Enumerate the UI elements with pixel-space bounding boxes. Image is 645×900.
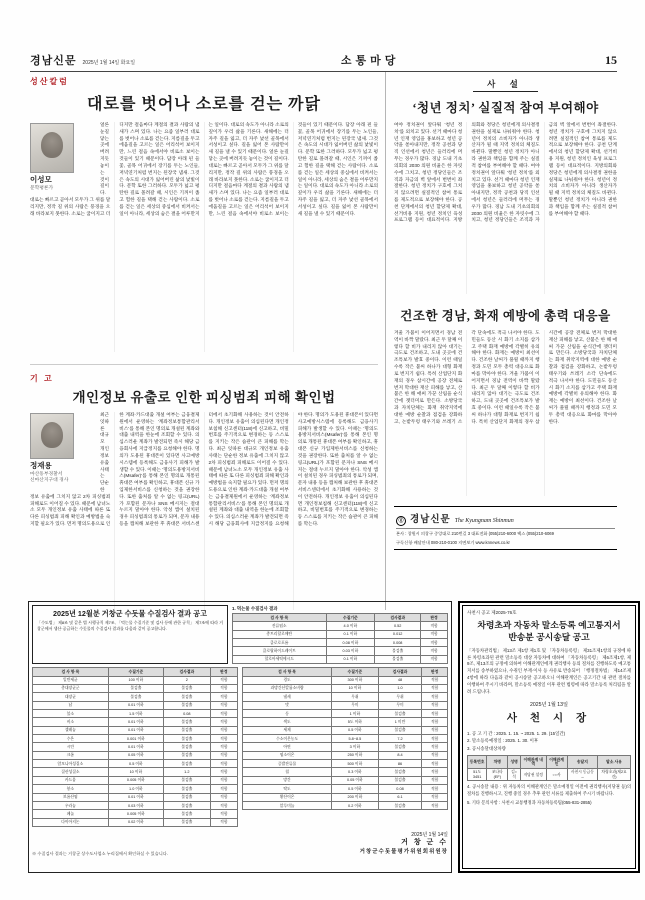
author-name: 정재용 <box>30 461 52 470</box>
editorial-column <box>386 72 617 610</box>
table-microbes-inorganics <box>32 667 238 827</box>
contribution-body <box>30 412 378 610</box>
ad-right-body: 「자동차관리법」 제13조 제1항 제1호 및 「자동차등록령」 제31조제1항의 규정에 따른 차령초과된 관련 말소등록 대상 자동차에 대하여 「자동차등록령」 제6조제1항, 제9조, 제13조의 규정에 의하여 이해관계인에게 권리행사 등의 절차를 진행하도록 예고통지서를 송부하였으나, 수취인 부재·이사 등 사유로 반송되어 「행정절차법」 제14조제4항에 따라 다음과 같이 공시송달 공고하오니 이해관계인은 공고기간 내 관련 절차를 이행하여 주시기 바라며, 말소등록 예정일 이후 관련 법령에 따라 말소등록 처리됨을 알려 드립니다. <box>467 647 631 694</box>
author-name: 이성모 <box>30 175 52 184</box>
ad-left-footer <box>32 831 448 857</box>
editorial2-body <box>394 330 617 496</box>
masthead-title: 경남신문 <box>30 55 77 67</box>
notice-item-4: 4. 공시송달 내용 : 위 자동차의 이해관계인은 말소예정일 이전에 권리행사(저당권 등)의 절차를 진행하시고, 진행 중일 경우 추후 관련 서류를 제출하여 주시기 바랍니다. <box>467 784 631 797</box>
newspaper-logo-en: The Kyungnam Shinmun <box>454 518 514 524</box>
data-table: 등록번호 차명 성명 이해관계 내역 이해관계인 송달지 말소 사유 51도3451 쏘나타(EF) 김○석 저당권 설정 ○○사 사천시 동금동 → 차령초과(제2요건) <box>467 755 631 781</box>
ad-vehicle-notice <box>458 601 640 873</box>
signature-name-1: 거 창 군 수 <box>401 838 448 846</box>
editorial2-headline: 건조한 경남, 화재 예방에 총력 대응을 <box>400 309 611 323</box>
bottom-ads-row <box>28 601 640 873</box>
seongsan-column-article <box>30 76 378 352</box>
newspaper-contact-box <box>394 506 617 550</box>
editorial2-body-text: 겨울 가뭄이 이어지면서 경남 전역이 바짝 말랐다. 최근 두 달째 이렇다 할 비가 내리지 않아 대기는 극도로 건조하고, 도내 곳곳에 건조특보가 발효 중이다. 이런 때일수록 작은 불씨 하나가 대형 화재로 번지기 쉽다. 특히 산업단지 화재의 경우 삽시간에 공장 전체로 번져 막대한 재산 피해를 낳고, 산불은 한 해 애써 가꾼 산림을 순식간에 잿더미로 만든다. 소방당국과 자치단체는 화재 취약지역에 대한 예방 순찰과 점검을 강화하고, 논밭두렁 태우기와 쓰레기 소각 단속에도 적극 나서야 한다. 도민들도 등산 시 화기 소지를 삼가고 주택 화재 예방에 각별히 유의해야 한다. 화재는 예방이 최선이다. 건조한 날씨가 풀릴 때까지 행정과 도민 모두 총력 대응으로 화마를 막아야 한다. 겨울 가뭄이 이어지면서 경남 전역이 바짝 말랐다. 최근 두 달째 이렇다 할 비가 내리지 않아 대기는 극도로 건조하고, 도내 곳곳에 건조특보가 발효 중이다. 이런 때일수록 작은 불씨 하나가 대형 화재로 번지기 쉽다. 특히 산업단지 화재의 경우 삽시간에 공장 전체로 번져 막대한 재산 피해를 낳고, 산불은 한 해 애써 가꾼 산림을 순식간에 잿더미로 만든다. 소방당국과 자치단체는 화재 취약지역에 대한 예방 순찰과 점검을 강화하고, 논밭두렁 태우기와 쓰레기 소각 단속에도 적극 나서야 한다. 도민들도 등산 시 화기 소지를 삼가고 주택 화재 예방에 각별히 유의해야 한다. 화재는 예방이 최선이다. 건조한 날씨가 풀릴 때까지 행정과 도민 모두 총력 대응으로 화마를 막아야 한다. <box>394 330 617 424</box>
data-table: 검 사 항 목 수질기준 검사결과 판정 경도 300 이하 48 적합 과망간산칼륨소비량 10 이하 1.0 적합 냄새 무취 무취 적합 맛 무미 무미 적합 동 1 이하 불검출 적합 색도 5도 이하 1 미만 적합 세제 0.5 이하 불검출 적합 수소이온농도 5.8~8.5 7.2 적합 아연 3 이하 불검출 적합 염소이온 250 이하 8.4 적합 증발잔류물 500 이하 86 적합 철 0.3 이하 불검출 적합 망간 0.05 이하 불검출 적합 탁도 0.5 이하 0.08 적합 황산이온 200 이하 6.1 적합 알루미늄 0.2 이하 불검출 적합 <box>242 667 448 810</box>
notice-item-1: 1. 공 고 기 간 : 2025. 1. 15. ~ 2025. 1. 29. (15일간) <box>467 730 566 736</box>
author-photo <box>30 413 74 459</box>
contribution-author-card <box>30 413 94 484</box>
contact-line-2: 구독신청·배달안내 080-210-0100 지면보기 www.knnews.co.kr <box>396 539 510 545</box>
signature-name-2: 거창군수돗물평가위원회위원장 <box>359 849 448 856</box>
ad-left-signature <box>360 831 448 857</box>
ad-right-title <box>467 620 631 644</box>
ad-right-title-line2: 반송분 공시송달 공고 <box>508 631 590 642</box>
newspaper-logo-kr: 경남신문 <box>410 514 451 525</box>
ad-water-quality-notice <box>28 601 452 873</box>
main-content <box>30 72 617 610</box>
notice-item-3: 3. 공시송달대상차량 <box>467 746 506 752</box>
table-target-vehicles <box>467 755 631 781</box>
editorial-label-wrap <box>394 74 617 92</box>
ad-right-title-line1: 차령초과 자동차 말소등록 예고통지서 <box>477 620 621 630</box>
ad-left-note: ※ 수질검사 결과는 거창군 상수도사업소 누리집에서 확인하실 수 있습니다. <box>32 850 169 856</box>
author-role: 문학평론가 <box>30 185 54 191</box>
ad-left-title-box <box>32 605 228 664</box>
issue-date: 2025년 1월 14일 화요일 <box>82 60 136 66</box>
masthead <box>30 52 135 68</box>
contribution-article <box>30 364 378 610</box>
ad-left-title: 2025년 12월분 거창군 수돗물 수질검사 결과 공고 <box>52 609 207 618</box>
ad-right-signature: 사 천 시 장 <box>506 711 592 724</box>
data-table: 검 사 항 목 수질기준 검사결과 판정 잔류염소 4.0 이하 0.52 적합 총트리할로메탄 0.1 이하 0.012 적합 클로로포름 0.08 이하 0.008 적합 클로랄하이드레이트 0.03 이하 불검출 적합 할로아세틱에시드 0.1 이하 불검출 적합 <box>232 613 448 664</box>
author-role: 신마산지구대 경사 <box>30 478 69 484</box>
signature-date: 2025년 1월 14일 <box>411 831 448 838</box>
ad-left-table-disinfect <box>232 605 448 664</box>
page-number: 15 <box>605 53 617 67</box>
editorial1-headline: ‘청년 정치’ 실질적 참여 부여해야 <box>412 101 599 115</box>
newspaper-logo-row <box>396 511 615 529</box>
contribution-label: 기 고 <box>30 374 54 383</box>
editorial1-body <box>394 122 617 294</box>
data-table: 검 사 항 목 수질기준 검사결과 판정 일반세균 100 이하 2 적합 총대장균군 불검출 불검출 적합 대장균 불검출 불검출 적합 납 0.01 이하 불검출 적합 불소 1.5 이하 0.08 적합 비소 0.01 이하 불검출 적합 셀레늄 0.01 이하 불검출 적합 수은 0.001 이하 불검출 적합 시안 0.01 이하 불검출 적합 크롬 0.05 이하 불검출 적합 암모니아성질소 0.5 이하 불검출 적합 질산성질소 10 이하 1.2 적합 카드뮴 0.005 이하 불검출 적합 붕소 1.0 이하 불검출 적합 브롬산염 0.01 이하 불검출 적합 우라늄 0.03 이하 불검출 적합 페놀 0.005 이하 불검출 적합 다이아지논 0.02 이하 불검출 적합 <box>32 667 238 827</box>
author-org: 마산동부경찰서 <box>30 471 63 477</box>
newspaper-logo-icon: ⓖ <box>396 516 406 526</box>
editorial1-body-text: 여야 정치권이 앞다퉈 ‘청년 정치’를 외치고 있다. 선거 때마다 청년 인재 영입을 홍보하고 청년 공약을 쏟아내지만, 정작 공천과 당직 인선에서 청년은 들러리에 머무는 경우가 많다. 경남 도내 기초의회의 2030 의원 비율은 한 자릿수에 그치고, 청년 정당인들은 조직과 자금의 벽 앞에서 번번이 좌절한다. 청년 정치가 구호에 그치지 않으려면 실질적인 참여 통로를 제도적으로 보장해야 한다. 공천 단계에서의 청년 할당제 확대, 선거비용 지원, 청년 정치인 육성 프로그램 등이 대표적이다. 지방의회와 정당은 청년에게 의사결정 권한을 실제로 나눠줘야 한다. 청년이 정치의 소비자가 아니라 생산자가 될 때 지역 정치의 체질도 바뀐다. 말뿐인 청년 정치가 아니라 권한과 책임을 함께 주는 실질적 참여를 부여해야 할 때다. 여야 정치권이 앞다퉈 ‘청년 정치’를 외치고 있다. 선거 때마다 청년 인재 영입을 홍보하고 청년 공약을 쏟아내지만, 정작 공천과 당직 인선에서 청년은 들러리에 머무는 경우가 많다. 경남 도내 기초의회의 2030 의원 비율은 한 자릿수에 그치고, 청년 정당인들은 조직과 자금의 벽 앞에서 번번이 좌절한다. 청년 정치가 구호에 그치지 않으려면 실질적인 참여 통로를 제도적으로 보장해야 한다. 공천 단계에서의 청년 할당제 확대, 선거비용 지원, 청년 정치인 육성 프로그램 등이 대표적이다. 지방의회와 정당은 청년에게 의사결정 권한을 실제로 나눠줘야 한다. 청년이 정치의 소비자가 아니라 생산자가 될 때 지역 정치의 체질도 바뀐다. 말뿐인 청년 정치가 아니라 권한과 책임을 함께 주는 실질적 참여를 부여해야 할 때다. <box>394 122 617 223</box>
ad-left-tables <box>32 667 448 827</box>
notice-item-5: 5. 기타 문의사항 : 사천시 교통행정과 자동차등록팀(055-831-2855) <box>467 799 592 805</box>
contribution-body-text: 최근 잇따른 대규모 개인정보 유출 사태는 단순한 정보 유출에 그치지 않고 2차 피싱범죄 피해로도 이어질 수 있다. 때문에 남녀노소 모두 개인정보 유출 사태에 따른 또 다른 피싱범죄 피해 확인과 예방법을 숙지할 필요가 있다. 먼저 명의도용으로 인한 계좌·카드대출 개설 여부는 금융결제원에서 운영하는 ‘계좌정보통합관리서비스’를 통해 본인 명의로 개설된 계좌와 대출 내역을 한눈에 조회할 수 있다. 의심스러운 계좌가 발견되면 즉시 해당 금융회사에 지급정지를 요청해야 한다. 명의가 도용된 휴대폰이 있다면 사고예방시스템에 등록해도 금융사기 피해가 발생할 수 있다. 이때는 ‘명의도용방지서비스(Msafer)’를 통해 본인 명의로 개통된 휴대폰 여부를 확인하고, 휴대폰 신규 가입제한서비스를 신청하는 것을 권장한다. 또한 출처를 알 수 없는 링크(URL)가 포함된 문자나 SNS 메시지는 절대 누르지 말아야 한다. 악성 앱이 설치된 경우 피싱범죄의 통로가 되며, 문자 내용 등을 캡처해 보관한 후 휴대폰 서비스센터에서 초기화해 사용하는 것이 안전하다. 개인정보 유출이 의심된다면 개인정보침해 신고센터(118)에 신고하고, 비밀번호를 주기적으로 변경하는 등 스스로를 지키는 작은 습관이 큰 피해를 막는다. 최근 잇따른 대규모 개인정보 유출 사태는 단순한 정보 유출에 그치지 않고 2차 피싱범죄 피해로도 이어질 수 있다. 때문에 남녀노소 모두 개인정보 유출 사태에 따른 또 다른 피싱범죄 피해 확인과 예방법을 숙지할 필요가 있다. 먼저 명의도용으로 인한 계좌·카드대출 개설 여부는 금융결제원에서 운영하는 ‘계좌정보통합관리서비스’를 통해 본인 명의로 개설된 계좌와 대출 내역을 한눈에 조회할 수 있다. 의심스러운 계좌가 발견되면 즉시 해당 금융회사에 지급정지를 요청해야 한다. 명의가 도용된 휴대폰이 있다면 사고예방시스템에 등록해도 금융사기 피해가 발생할 수 있다. 이때는 ‘명의도용방지서비스(Msafer)’를 통해 본인 명의로 개통된 휴대폰 여부를 확인하고, 휴대폰 신규 가입제한서비스를 신청하는 것을 권장한다. 또한 출처를 알 수 없는 링크(URL)가 포함된 문자나 SNS 메시지는 절대 누르지 말아야 한다. 악성 앱이 설치된 경우 피싱범죄의 통로가 되며, 문자 내용 등을 캡처해 보관한 후 휴대폰 서비스센터에서 초기화해 사용하는 것이 안전하다. 개인정보 유출이 의심된다면 개인정보침해 신고센터(118)에 신고하고, 비밀번호를 주기적으로 변경하는 등 스스로를 지키는 작은 습관이 큰 피해를 막는다. <box>30 412 378 526</box>
left-column <box>30 72 386 610</box>
notice-item-2: 2. 말소등록예정일 : 2025. 1. 30. 이후 <box>467 738 539 744</box>
ad-right-items <box>467 730 631 754</box>
column-headline: 대로를 벗어나 소로를 걷는 까닭 <box>87 96 321 113</box>
column-author-card <box>30 123 94 192</box>
table-aesthetic-substances <box>242 667 448 827</box>
author-photo <box>30 123 74 173</box>
contact-line-1: 본사 : 창원시 의창구 중앙대로 210번길 3 대표전화 (055)210-6000 팩스 (055)210-6069 <box>396 531 554 536</box>
ad-left-section-label: 1. 먹는물 수질검사 결과 <box>232 606 278 611</box>
page-header <box>30 53 617 72</box>
seongsan-column-label: 성산칼럼 <box>30 77 69 86</box>
section-title: 소통마당 <box>340 55 400 67</box>
ad-left-top <box>32 605 448 664</box>
ad-left-intro: 「수도법」 제8조 및 같은 법 시행규칙 제7조, 「먹는물 수질기준 및 검사 등에 관한 규칙」 제7조에 따라 거창군에서 생산·공급하는 수돗물의 수질검사 결과를 다음과 같이 공고합니다. <box>37 620 223 632</box>
contribution-headline: 개인정보 유출로 인한 피싱범죄 피해 확인법 <box>72 390 336 405</box>
column-body <box>30 122 378 352</box>
column-body-text: 얼른 눈길 닿는 곳에 버려지듯 놓이는 것이 길이다. 대로는 빠르고 곧아서 모두가 그 위를 달리지만, 정작 길 위의 사람은 풍경을 오래 바라보지 못한다. 소로는 굽이지고 더디지만 걸음마다 계절의 결과 사람의 냄새가 스며 있다. 나는 요즘 일부러 대로를 벗어나 소로를 걷는다. 지름길을 두고 에움길을 고르는 일은 어리석어 보이지만, 느린 걸음 속에서야 비로소 보이는 것들이 있기 때문이다. 담장 아래 핀 들꽃, 골목 어귀에서 장기를 두는 노인들, 저녁연기처럼 번지는 된장국 냄새. 그것은 속도의 시대가 잃어버린 삶의 낯빛이다. 문학 또한 그러하다. 모두가 넓고 평탄한 길로 몰려갈 때, 시인은 기꺼이 좁고 험한 길을 택해 걷는 사람이다. 소로를 걷는 일은 세상의 중심에서 비켜서는 일이 아니라, 세상의 숨은 결을 어루만지는 일이다. 대로의 속도가 아니라 소로의 깊이가 우리 삶을 기른다. 새해에는 더 자주 길을 잃고, 더 자주 낯선 골목에서 서성이고 싶다. 길을 잃어 본 사람만이 새 길을 낼 수 있기 때문이다. 얼른 눈길 닿는 곳에 버려지듯 놓이는 것이 길이다. 대로는 빠르고 곧아서 모두가 그 위를 달리지만, 정작 길 위의 사람은 풍경을 오래 바라보지 못한다. 소로는 굽이지고 더디지만 걸음마다 계절의 결과 사람의 냄새가 스며 있다. 나는 요즘 일부러 대로를 벗어나 소로를 걷는다. 지름길을 두고 에움길을 고르는 일은 어리석어 보이지만, 느린 걸음 속에서야 비로소 보이는 것들이 있기 때문이다. 담장 아래 핀 들꽃, 골목 어귀에서 장기를 두는 노인들, 저녁연기처럼 번지는 된장국 냄새. 그것은 속도의 시대가 잃어버린 삶의 낯빛이다. 문학 또한 그러하다. 모두가 넓고 평탄한 길로 몰려갈 때, 시인은 기꺼이 좁고 험한 길을 택해 걷는 사람이다. 소로를 걷는 일은 세상의 중심에서 비켜서는 일이 아니라, 세상의 숨은 결을 어루만지는 일이다. 대로의 속도가 아니라 소로의 깊이가 우리 삶을 기른다. 새해에는 더 자주 길을 잃고, 더 자주 낯선 골목에서 서성이고 싶다. 길을 잃어 본 사람만이 새 길을 낼 수 있기 때문이다. <box>30 122 378 216</box>
notice-number: 사천시 공고 제2025-76호 <box>467 610 517 615</box>
ad-right-date: 2025년 1월 13일 <box>529 701 569 708</box>
table-disinfectants <box>232 613 448 664</box>
editorial-label: 사 설 <box>473 78 538 92</box>
